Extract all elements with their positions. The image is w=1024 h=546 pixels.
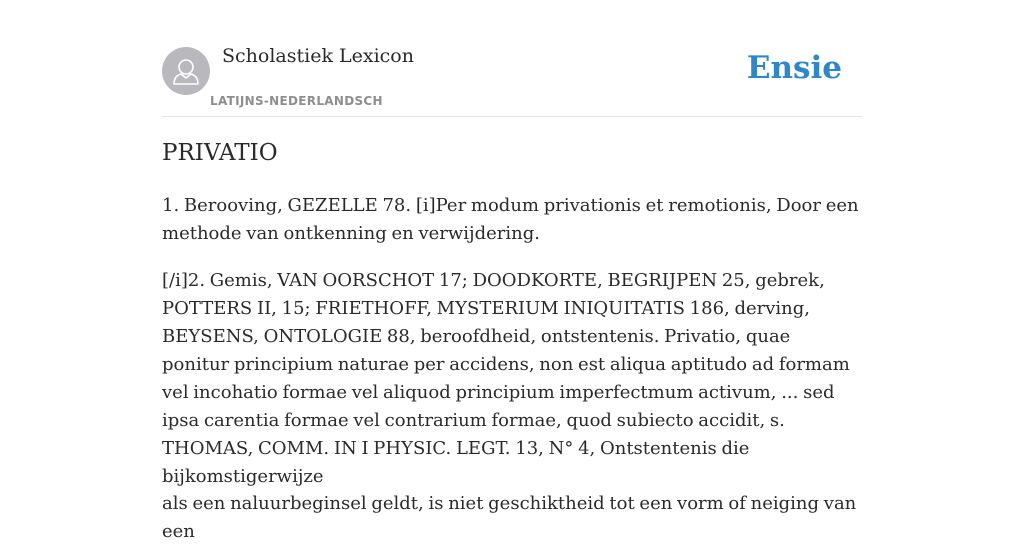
brand-logo[interactable]: Ensie: [746, 50, 842, 86]
site-title[interactable]: Scholastiek Lexicon: [222, 45, 414, 67]
entry-title: PRIVATIO: [162, 140, 278, 166]
entry-paragraph: [/i]2. Gemis, VAN OORSCHOT 17; DOODKORTE, BEGRIJPEN 25, gebrek, POTTERS II, 15; FRIETHOFF, MYSTERIUM INIQUITATIS 186, derving, BEYSENS, ONTOLOGIE 88, beroofdheid, ontstentenis. Privatio, quae ponitur principium naturae per accidens, non est aliqua aptitudo ad formam vel incohatio formae vel aliquod principium imperfectmum activum, ... sed ipsa carentia formae vel contrarium formae, quod subiecto accidit, s. THOMAS, COMM. IN I PHYSIC. LEGT. 13, N° 4, Ontstentenis die bijkomstigerwijze: [162, 270, 850, 487]
user-icon: [162, 47, 210, 95]
page: [162, 0, 862, 542]
entry-paragraph: 1. Berooving, GEZELLE 78. [i]Per modum privationis et remotionis, Door een methode van ontkenning en verwijdering.: [162, 195, 859, 244]
entry-paragraph: als een naluurbeginsel geldt, is niet geschiktheid tot een vorm of neiging van een: [162, 493, 857, 542]
avatar[interactable]: [162, 47, 210, 95]
site-header: [162, 0, 862, 117]
site-subtitle: LATIJNS-NEDERLANDSCH: [210, 94, 383, 108]
